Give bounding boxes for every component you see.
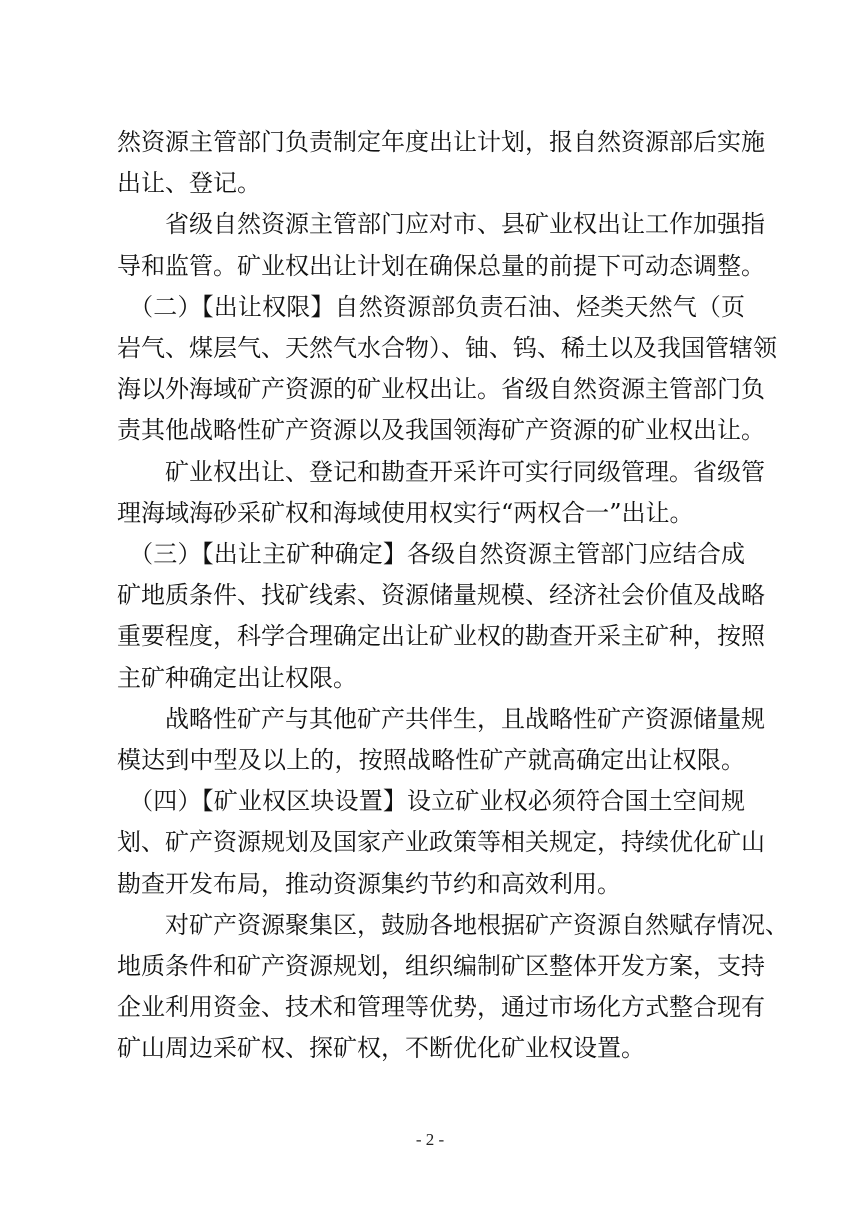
paragraph: [117, 699, 765, 781]
text-line: （二）【出让权限】自然资源部负责石油、烃类天然气（页: [117, 292, 745, 321]
text-line: 岩气、煤层气、天然气水合物）、铀、钨、稀土以及我国管辖领: [117, 334, 777, 363]
paragraph: [117, 287, 777, 452]
paragraph: [117, 452, 765, 534]
text-line: 理海域海砂采矿权和海域使用权实行“两权合一”出让。: [117, 498, 694, 527]
text-line: 战略性矿产与其他矿产共伴生，且战略性矿产资源储量规: [117, 704, 765, 733]
text-line: 重要程度，科学合理确定出让矿业权的勘查开采主矿种，按照: [117, 622, 765, 651]
text-line: 矿山周边采矿权、探矿权，不断优化矿业权设置。: [117, 1034, 645, 1063]
text-line: 企业利用资金、技术和管理等优势，通过市场化方式整合现有: [117, 993, 765, 1022]
text-line: 出让、登记。: [117, 169, 261, 198]
text-line: （三）【出让主矿种确定】各级自然资源主管部门应结合成: [117, 540, 745, 569]
text-line: 矿地质条件、找矿线索、资源储量规模、经济社会价值及战略: [117, 581, 765, 610]
text-line: 导和监管。矿业权出让计划在确保总量的前提下可动态调整。: [117, 251, 765, 280]
text-line: 勘查开发布局，推动资源集约节约和高效利用。: [117, 869, 621, 898]
text-line: 责其他战略性矿产资源以及我国领海矿产资源的矿业权出让。: [117, 416, 765, 445]
text-line: 矿业权出让、登记和勘查开采许可实行同级管理。省级管: [117, 457, 765, 486]
text-line: 主矿种确定出让权限。: [117, 663, 357, 692]
text-line: 划、矿产资源规划及国家产业政策等相关规定，持续优化矿山: [117, 828, 765, 857]
paragraph: [117, 122, 765, 204]
text-line: 地质条件和矿产资源规划，组织编制矿区整体开发方案，支持: [117, 952, 765, 981]
document-body: [117, 122, 789, 1070]
paragraph: [117, 905, 789, 1070]
paragraph: [117, 781, 765, 905]
paragraph: [117, 534, 765, 699]
text-line: 海以外海域矿产资源的矿业权出让。省级自然资源主管部门负: [117, 375, 765, 404]
text-line: 对矿产资源聚集区，鼓励各地根据矿产资源自然赋存情况、: [117, 910, 789, 939]
text-line: （四）【矿业权区块设置】设立矿业权必须符合国土空间规: [117, 787, 745, 816]
text-line: 然资源主管部门负责制定年度出让计划，报自然资源部后实施: [117, 128, 765, 156]
page-number: - 2 -: [415, 1130, 445, 1149]
paragraph: [117, 204, 765, 286]
text-line: 省级自然资源主管部门应对市、县矿业权出让工作加强指: [117, 210, 765, 239]
text-line: 模达到中型及以上的，按照战略性矿产就高确定出让权限。: [117, 746, 745, 775]
